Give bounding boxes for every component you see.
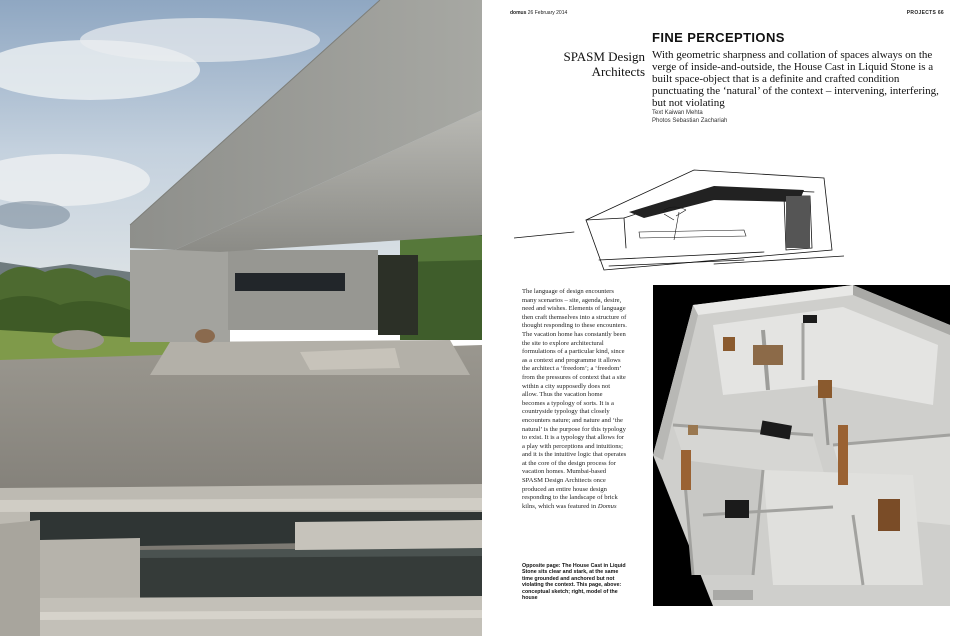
architect-line-1: SPASM Design xyxy=(563,49,645,64)
credit-photos: Photos Sebastian Zachariah xyxy=(652,118,728,124)
credit-text: Text Kaiwan Mehta xyxy=(652,110,703,116)
standfirst: With geometric sharpness and collation of spaces always on the verge of inside-and-outside, the House Cast in Liquid Stone is a built space-object that is a definite and crafted condition punctuating the ‘natural’ of the context – intervening, interfering, but not violating xyxy=(652,49,939,109)
house-model-image xyxy=(653,285,950,606)
conceptual-sketch xyxy=(514,160,844,275)
body-end-magazine: Domus xyxy=(597,502,617,510)
architect-line-2: Architects xyxy=(591,64,645,79)
article-title: FINE PERCEPTIONS xyxy=(652,30,785,45)
body-text xyxy=(522,288,627,511)
body-paragraph: The language of design encounters many scenarios – site, agenda, desire, need and wishes. Elements of language then craft themselves into a structure of thought responding to these encounters. The vacation home has constantly been the site to explore architectural formulations of a particular kind, since as a context and programme it allows the architect a ‘freedom’; a ‘freedom’ from the pressures of context that a site within a city supposedly does not allow. Thus the vacation home becomes a typology of sorts. It is a countryside typology that closely encounters nature; and nature and ‘the natural’ is the purpose for this typology to exist. It is a typology that allows for a play with perceptions and intuitions; and it is the intuitive logic that operates at the core of the design process for vacation homes. Mumbai-based SPASM Design Architects once produced an entire house design responding to the landscape of brick kilns, which was featured in xyxy=(522,288,627,510)
folio-issue: 26 February 2014 xyxy=(527,10,568,16)
folio-right: PROJECTS 66 xyxy=(906,10,944,16)
house-model-illustration xyxy=(653,285,950,606)
folio-left xyxy=(510,10,567,16)
architect-name xyxy=(522,49,645,79)
folio-magazine: domus xyxy=(510,10,527,16)
article-page xyxy=(482,0,960,636)
credits xyxy=(652,109,727,125)
photo-caption: Opposite page: The House Cast in Liquid Stone sits clear and stark, at the same time grounded and anchored but not violating the context. This page, above: conceptual sketch; right, model of the house xyxy=(522,563,626,602)
